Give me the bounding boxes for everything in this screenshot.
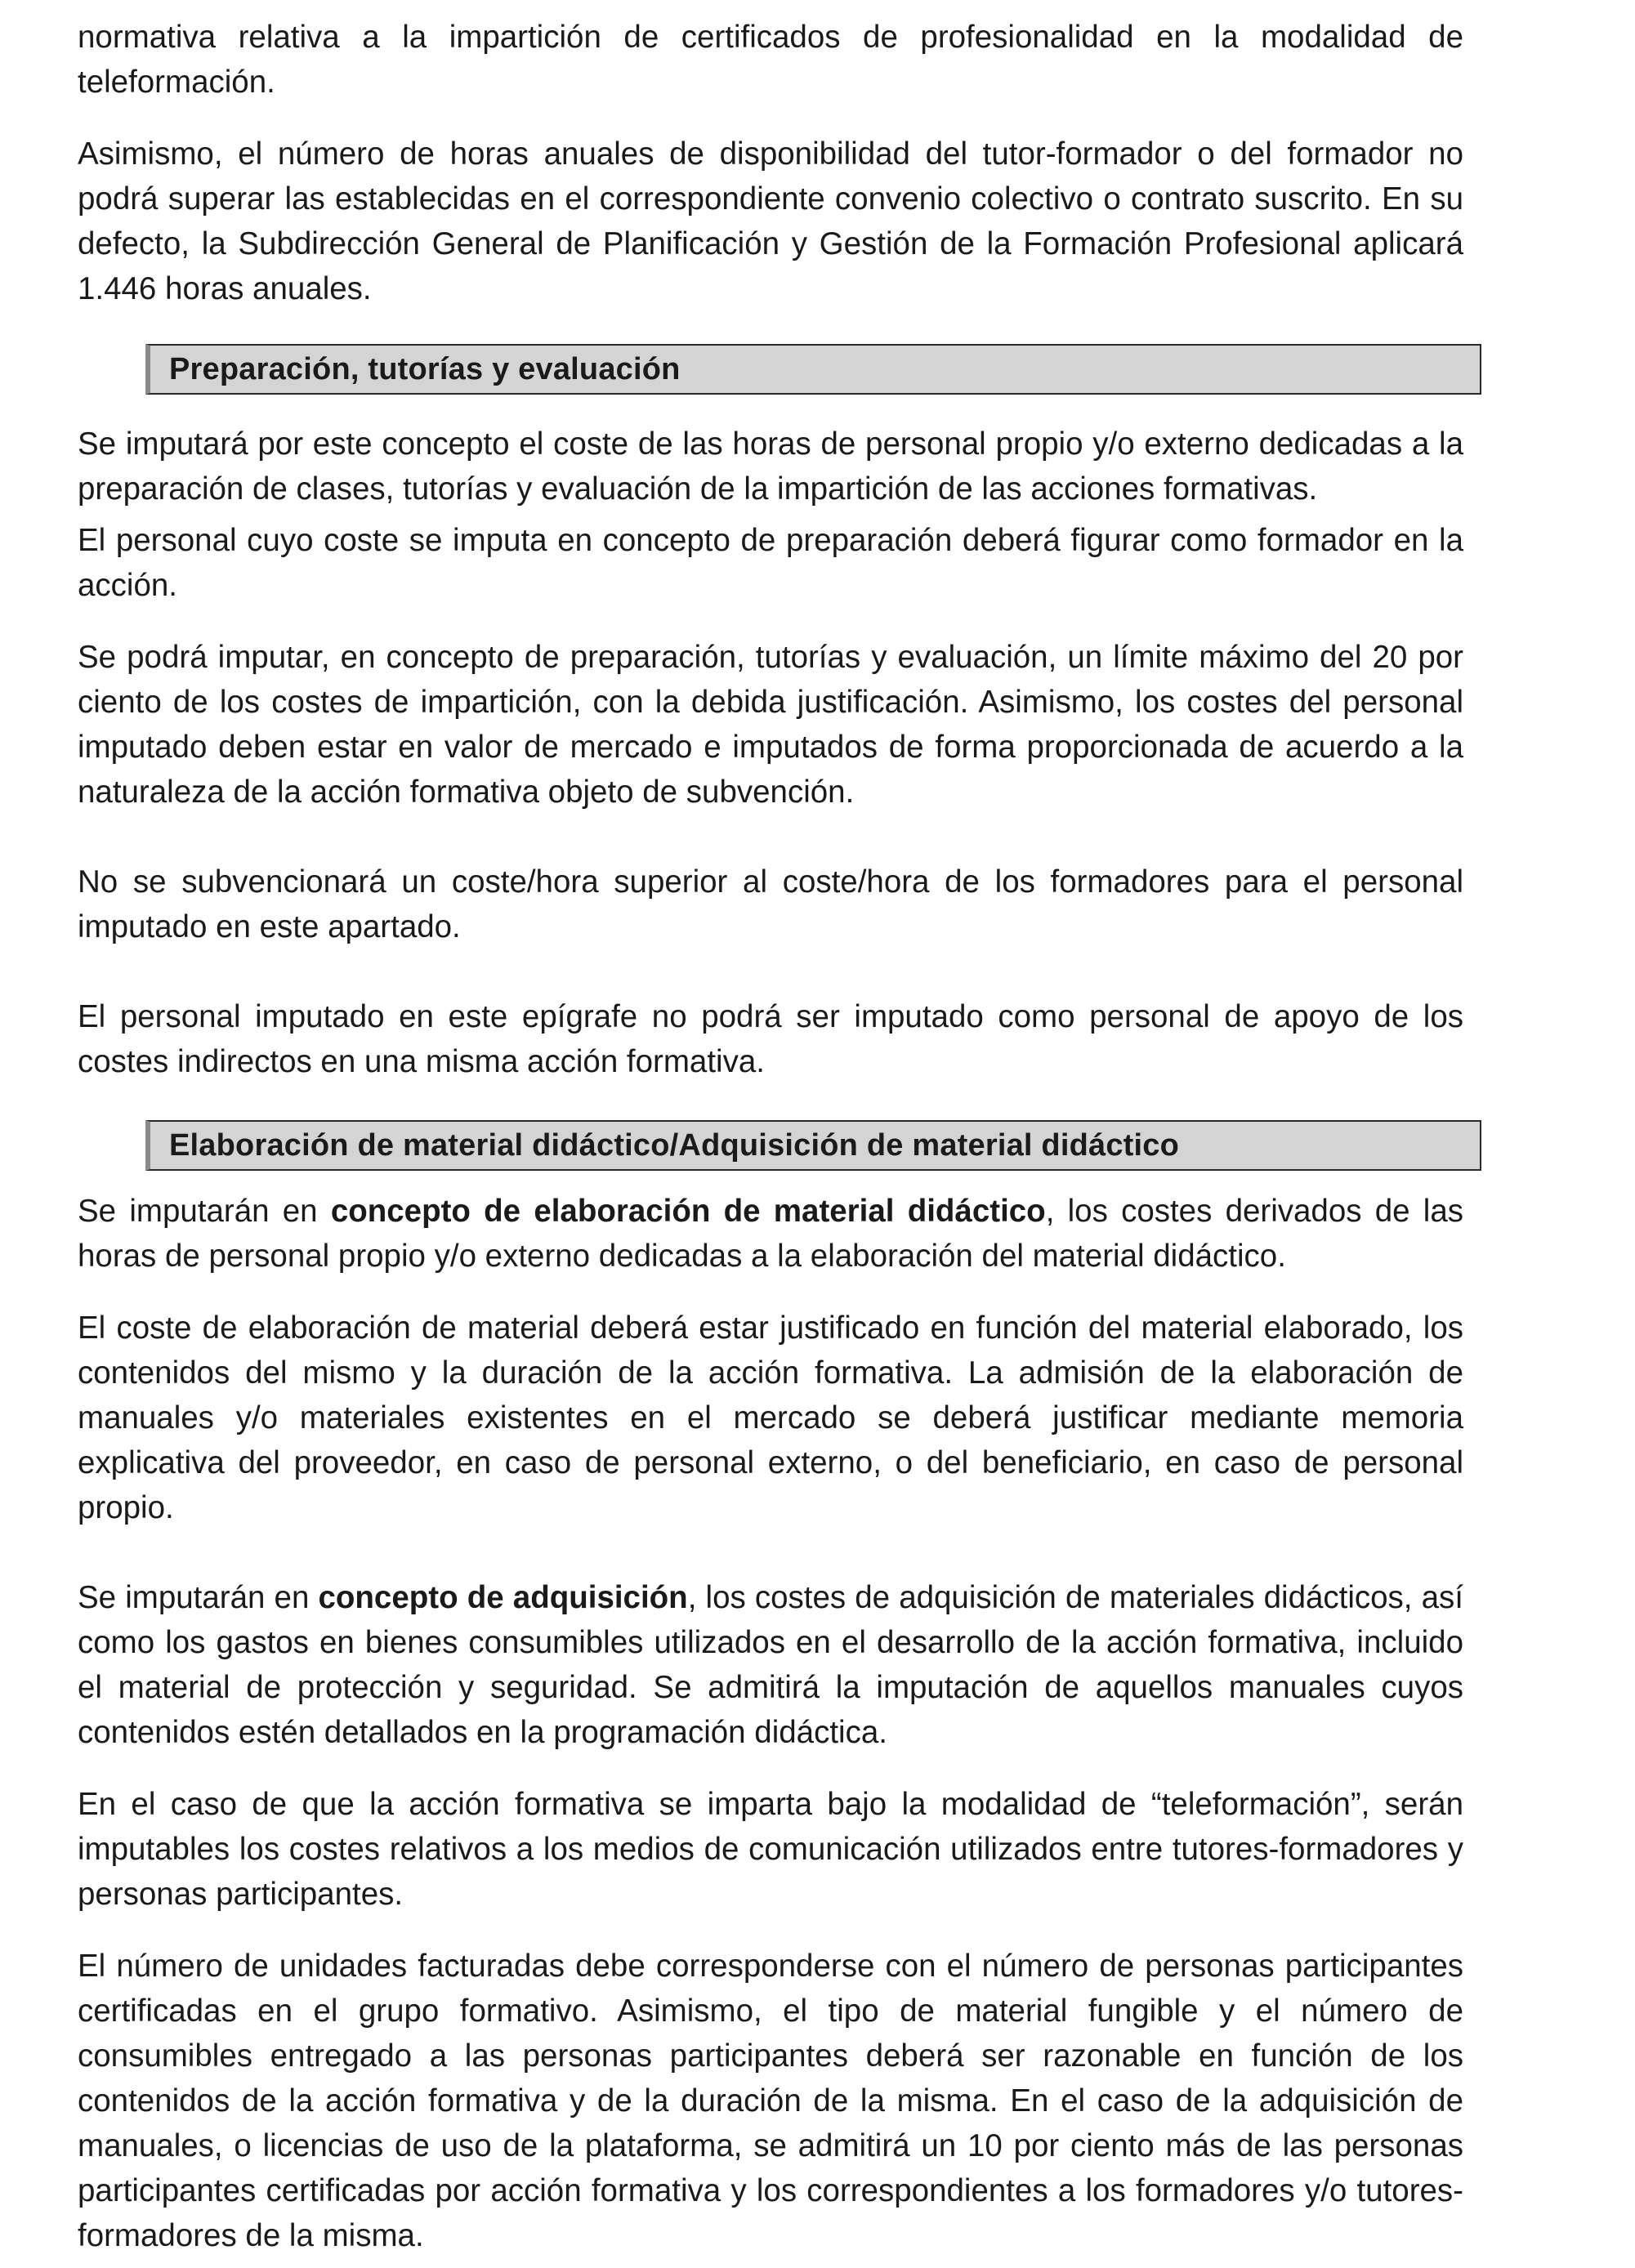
section-heading-text: Elaboración de material didáctico/Adquisición de material didáctico	[169, 1127, 1180, 1163]
paragraph: El personal cuyo coste se imputa en concepto de preparación deberá figurar como formador en la acción.	[78, 523, 1463, 603]
document-page	[78, 15, 1463, 2258]
paragraph-text: , los costes de adquisición de materiales didácticos, así como los gastos en bienes consumibles utilizados en el desarrollo de la acción formativa, incluido el material de protección y seguridad. Se admitirá la imputación de aquellos manuales cuyos contenidos estén detallados en la programación didáctica.	[78, 1580, 1463, 1750]
paragraph: Asimismo, el número de horas anuales de disponibilidad del tutor-formador o del formador no podrá superar las establecidas en el correspondiente convenio colectivo o contrato suscrito. En su defecto, la Subdirección General de Planificación y Gestión de la Formación Profesional aplicará 1.446 horas anuales.	[78, 136, 1463, 306]
paragraph	[78, 1575, 1463, 1755]
bold-term-elaboracion: concepto de elaboración de material didáctico	[330, 1194, 1046, 1229]
paragraph-text: Se imputarán en	[78, 1194, 331, 1229]
paragraph: En el caso de que la acción formativa se imparta bajo la modalidad de “teleformación”, serán imputables los costes relativos a los medios de comunicación utilizados entre tutores-formadores y personas participantes.	[78, 1787, 1463, 1912]
section-heading-preparacion	[145, 344, 1481, 395]
section-heading-text: Preparación, tutorías y evaluación	[169, 351, 681, 386]
section-heading-material-didactico	[145, 1120, 1481, 1171]
paragraph: Se imputará por este concepto el coste de las horas de personal propio y/o externo dedicadas a la preparación de clases, tutorías y evaluación de la impartición de las acciones formativas.	[78, 426, 1463, 507]
paragraph: normativa relativa a la impartición de certificados de profesionalidad en la modalidad de teleformación.	[78, 20, 1463, 100]
paragraph: El coste de elaboración de material deberá estar justificado en función del material elaborado, los contenidos del mismo y la duración de la acción formativa. La admisión de la elaboración de manuales y/o materiales existentes en el mercado se deberá justificar mediante memoria explicativa del proveedor, en caso de personal externo, o del beneficiario, en caso de personal propio.	[78, 1310, 1463, 1525]
paragraph: No se subvencionará un coste/hora superior al coste/hora de los formadores para el personal imputado en este apartado.	[78, 864, 1463, 944]
bold-term-adquisicion: concepto de adquisición	[318, 1580, 688, 1615]
paragraph-text: , los costes derivados de las horas de personal propio y/o externo dedicadas a la elaboración del material didáctico.	[78, 1194, 1463, 1274]
paragraph: Se podrá imputar, en concepto de preparación, tutorías y evaluación, un límite máximo del 20 por ciento de los costes de impartición, con la debida justificación. Asimismo, los costes del personal imputado deben estar en valor de mercado e imputados de forma proporcionada de acuerdo a la naturaleza de la acción formativa objeto de subvención.	[78, 640, 1463, 810]
paragraph	[78, 1189, 1463, 1279]
paragraph: El número de unidades facturadas debe corresponderse con el número de personas participantes certificadas en el grupo formativo. Asimismo, el tipo de material fungible y el número de consumibles entregado a las personas participantes deberá ser razonable en función de los contenidos de la acción formativa y de la duración de la misma. En el caso de la adquisición de manuales, o licencias de uso de la plataforma, se admitirá un 10 por ciento más de las personas participantes certificadas por acción formativa y los correspondientes a los formadores y/o tutores-formadores de la misma.	[78, 1949, 1463, 2253]
paragraph: El personal imputado en este epígrafe no podrá ser imputado como personal de apoyo de los costes indirectos en una misma acción formativa.	[78, 999, 1463, 1079]
paragraph-text: Se imputarán en	[78, 1580, 319, 1615]
